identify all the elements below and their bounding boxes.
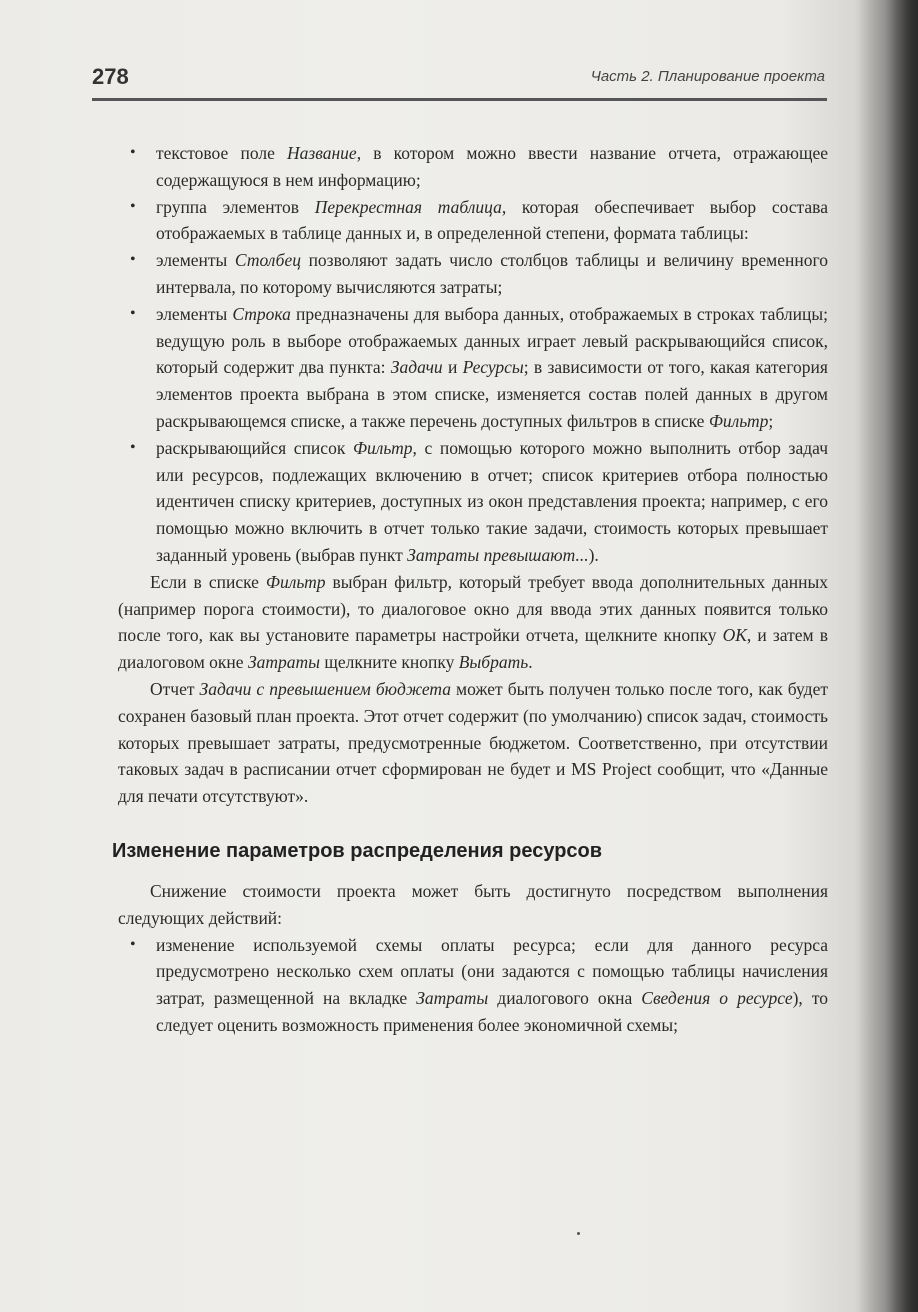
italic-term: ОК [722, 625, 747, 646]
bullet-item [118, 194, 828, 248]
text-run: группа элементов [156, 196, 315, 217]
page-number: 278 [92, 64, 129, 89]
text-run: , в котором можно ввести название отчета, отражающее содержащуюся в нем информацию; [156, 143, 828, 190]
bullet-icon: • [130, 251, 136, 269]
italic-term: Выбрать [458, 652, 529, 673]
text-run: изменение используемой схемы оплаты ресурса; если для данного ресурса предусмотрено несколько схем оплаты (они задаются с помощью таблицы начисления затрат, размещенной на вкладке [156, 934, 828, 1009]
section [112, 838, 828, 864]
italic-term: Затраты превышают... [407, 544, 589, 565]
report-options-list [118, 140, 828, 569]
text-run: ; [768, 410, 774, 431]
text-run: щелкните кнопку [319, 652, 459, 673]
section-intro: Снижение стоимости проекта может быть достигнуто посредством выполнения следующих действий: [118, 880, 828, 928]
text-run: и [442, 357, 463, 378]
bullet-item [118, 435, 828, 569]
italic-term: Затраты [247, 652, 320, 673]
text-run: ). [588, 544, 599, 565]
italic-term: Задачи [390, 357, 443, 378]
running-head: Часть 2. Планирование проекта [590, 68, 825, 85]
text-run: Отчет [150, 678, 200, 699]
page-header [92, 62, 827, 101]
text-run: ; в зависимости от того, какая категория элементов проекта выбрана в этом списке, изменяется состав полей данных в другом раскрывающемся списке, а также перечень доступных фильтров в списке [156, 357, 828, 431]
italic-term: Перекрестная таблица [314, 196, 502, 217]
bullet-item [118, 932, 828, 1039]
italic-term: Ресурсы [462, 357, 524, 378]
italic-term: Фильтр [352, 437, 413, 458]
text-run: Если в списке [150, 571, 266, 592]
italic-term: Название [287, 143, 357, 163]
text-run: . [528, 652, 533, 673]
italic-term: Фильтр [265, 571, 326, 592]
italic-term: Затраты [416, 988, 489, 1009]
bullet-item [118, 301, 828, 435]
text-run: раскрывающийся список [156, 437, 353, 458]
section-heading: Изменение параметров распределения ресурсов [112, 839, 603, 862]
text-run: диалогового окна [488, 988, 642, 1009]
italic-term: Строка [232, 303, 291, 324]
bullet-icon: • [130, 144, 136, 161]
italic-term: Столбец [234, 250, 301, 271]
page-body [112, 140, 829, 1039]
bullet-item [118, 140, 828, 194]
italic-term: Фильтр [708, 410, 769, 431]
book-binding-shadow [858, 0, 918, 1312]
text-run: позволяют задать число столбцов таблицы и величину временного интервала, по которому вычисляются затраты; [156, 250, 828, 297]
body-paragraph [118, 676, 828, 810]
italic-term: Сведения о ресурсе [641, 988, 793, 1009]
bullet-icon: • [130, 438, 136, 456]
text-run: , и затем в диалоговом окне [118, 625, 828, 673]
italic-term: Задачи с превышением бюджета [199, 678, 452, 699]
bullet-icon: • [130, 197, 136, 215]
bullet-item [118, 247, 828, 301]
text-run: выбран фильтр, который требует ввода дополнительных данных (например порога стоимости), то диалоговое окно для ввода этих данных появится только после того, как вы установите параметры настройки отчета, щелкните кнопку [118, 571, 828, 646]
body-paragraphs [118, 569, 828, 810]
text-run: может быть получен только после того, как будет сохранен базовый план проекта. Этот отчет содержит (по умолчанию) список задач, стоимость которых превышает затраты, предусмотренные бюджетом. Соответственно, при отсутствии таковых задач в расписании отчет сформирован не будет и MS Project сообщит, что «Данные для печати отсутствуют». [118, 678, 828, 807]
text-run: , которая обеспечивает выбор состава отображаемых в таблице данных и, в определенной степени, формата таблицы: [156, 196, 828, 244]
bullet-icon: • [130, 304, 136, 322]
cost-reduction-list [118, 932, 828, 1039]
bullet-icon: • [130, 935, 136, 953]
text-run: элементы [156, 303, 233, 324]
body-paragraph [118, 569, 828, 676]
text-run: предназначены для выбора данных, отображаемых в строках таблицы; ведущую роль в выборе отображаемых данных играет левый раскрывающийся список, который содержит два пункта: [156, 303, 828, 378]
text-run: , с помощью которого можно выполнить отбор задач или ресурсов, подлежащих включению в отчет; список критериев отбора полностью идентичен списку критериев, доступных из окон представления проекта; например, с его помощью можно включить в отчет только такие задачи, стоимость которых превышает заданный уровень (выбрав пункт [156, 437, 828, 565]
speck [577, 1232, 580, 1235]
text-run: элементы [156, 250, 235, 271]
text-run: текстовое поле [156, 143, 288, 163]
text-run: ), то следует оценить возможность применения более экономичной схемы; [156, 988, 829, 1035]
